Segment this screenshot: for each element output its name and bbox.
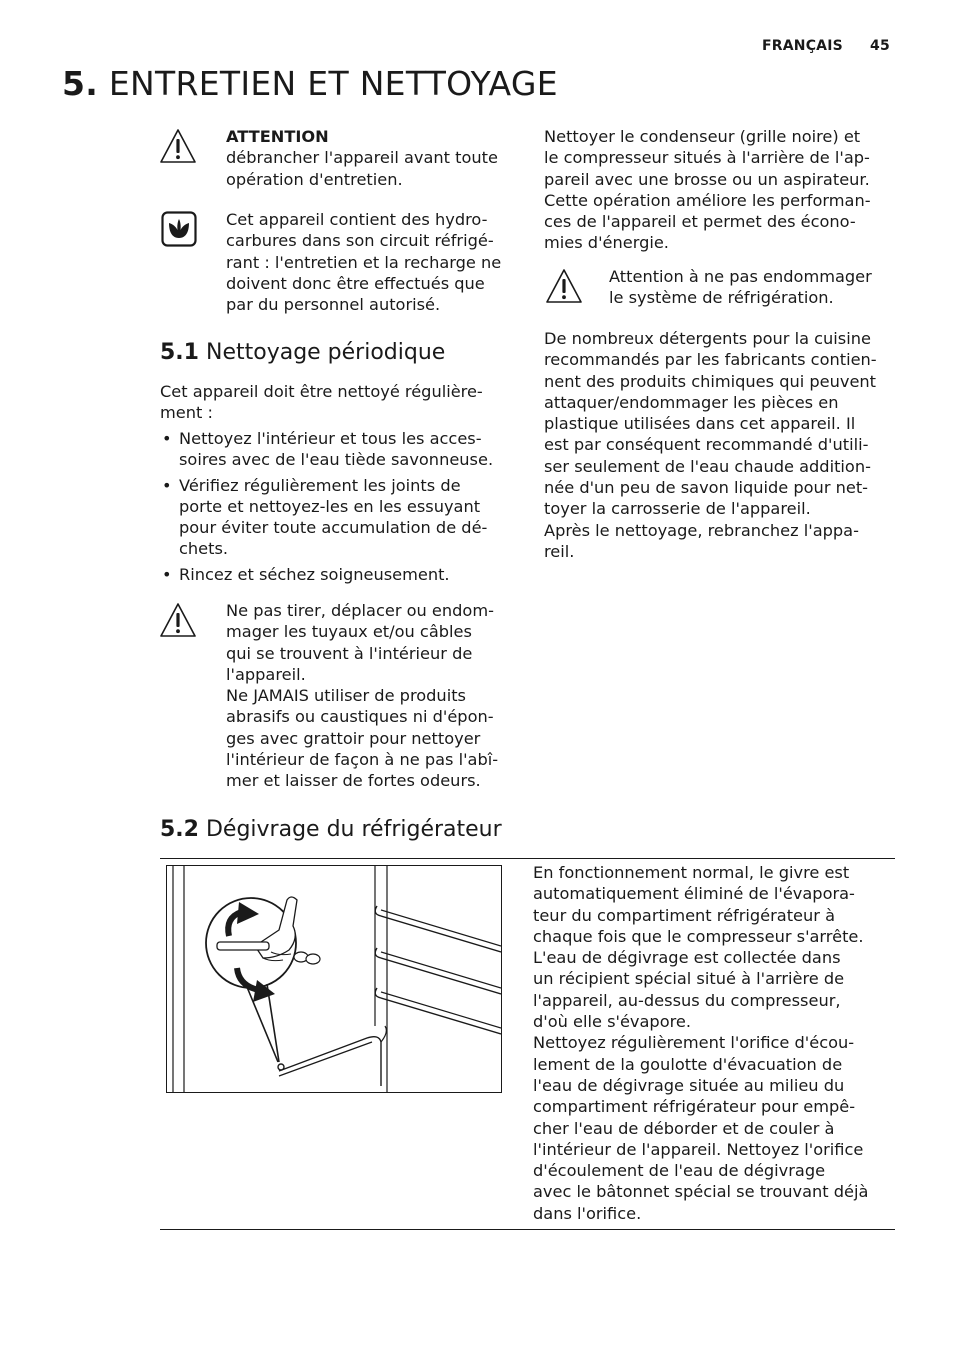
warning-triangle-icon [159, 602, 197, 638]
section-heading-5-1 [160, 340, 445, 365]
warning-attention [226, 126, 526, 190]
list-item: • Vérifiez régulièrement les joints de porte et nettoyez-les en les essuyant pour éviter toute accumulation de dé- chets. [160, 475, 520, 560]
warning-text: débrancher l'appareil avant toute opération d'entretien. [226, 148, 498, 189]
environment-icon [161, 211, 197, 247]
title-text: ENTRETIEN ET NETTOYAGE [108, 64, 558, 103]
section-intro: Cet appareil doit être nettoyé régulière- ment : [160, 382, 483, 423]
table-top-rule [160, 858, 895, 859]
condenser-paragraph: Nettoyer le condenseur (grille noire) et le compresseur situés à l'arrière de l'ap- pareil avec une brosse ou un aspirateur. Cette opération améliore les performan- ces de l'appareil et permet des écono- mies d'énergie. [544, 127, 871, 253]
title-number: 5. [62, 64, 99, 103]
section-number: 5.2 [160, 817, 199, 842]
page-title [62, 64, 558, 103]
list-item: • Nettoyez l'intérieur et tous les acces- soires avec de l'eau tiède savonneuse. [160, 428, 520, 471]
header-language: FRANÇAIS [762, 38, 843, 54]
section-title: Nettoyage périodique [205, 340, 446, 365]
table-bottom-rule [160, 1229, 895, 1230]
bullet-list [160, 428, 520, 589]
environment-note: Cet appareil contient des hydro- carbures dans son circuit réfrigé- rant : l'entretien et la recharge ne doivent donc être effectués que par du personnel autorisé. [226, 210, 502, 315]
warning-triangle-icon [159, 128, 197, 164]
list-item: • Rincez et séchez soigneusement. [160, 564, 520, 585]
defrost-text: En fonctionnement normal, le givre est automatiquement éliminé de l'évapora- teur du compartiment réfrigérateur à chaque fois que le compresseur s'arrête. L'eau de dégivrage est collectée dans un récipient spécial situé à l'arrière de l'appareil, au-dessus du compresseur, d'où elle s'évapore. Nettoyez régulièrement l'orifice d'écou- lement de la goulotte d'évacuation de l'eau de dégivrage située au milieu du compartiment réfrigérateur pour empê- cher l'eau de déborder et de couler à l'intérieur de l'appareil. Nettoyez l'orifice d'écoulement de l'eau de dégivrage avec le bâtonnet spécial se trouvant déjà dans l'orifice. [533, 863, 869, 1223]
section-number: 5.1 [160, 340, 199, 365]
section-heading-5-2 [160, 817, 502, 842]
section-title: Dégivrage du réfrigérateur [205, 817, 502, 842]
page-number: 45 [870, 38, 890, 54]
warning-text-2: Ne pas tirer, déplacer ou endom- mager les tuyaux et/ou câbles qui se trouvent à l'intérieur de l'appareil. Ne JAMAIS utiliser de produits abrasifs ou caustiques ni d'épon- ges avec grattoir pour nettoyer l'intérieur de façon à ne pas l'abî- mer et laisser de fortes odeurs. [226, 601, 499, 791]
detergent-paragraph: De nombreux détergents pour la cuisine recommandés par les fabricants contien- nent des produits chimiques qui peuvent attaquer/endommager les pièces en plastique utilisées dans cet appareil. Il est par conséquent recommandé d'utili- ser seulement de l'eau chaude addition- née d'un peu de savon liquide pour net- toyer la carrosserie de l'appareil. Après le nettoyage, rebranchez l'appa- reil. [544, 329, 877, 561]
defrost-illustration [166, 865, 502, 1093]
warning-heading: ATTENTION [226, 127, 329, 146]
warning-text-3: Attention à ne pas endommager le système de réfrigération. [609, 267, 872, 308]
warning-triangle-icon [545, 268, 583, 304]
